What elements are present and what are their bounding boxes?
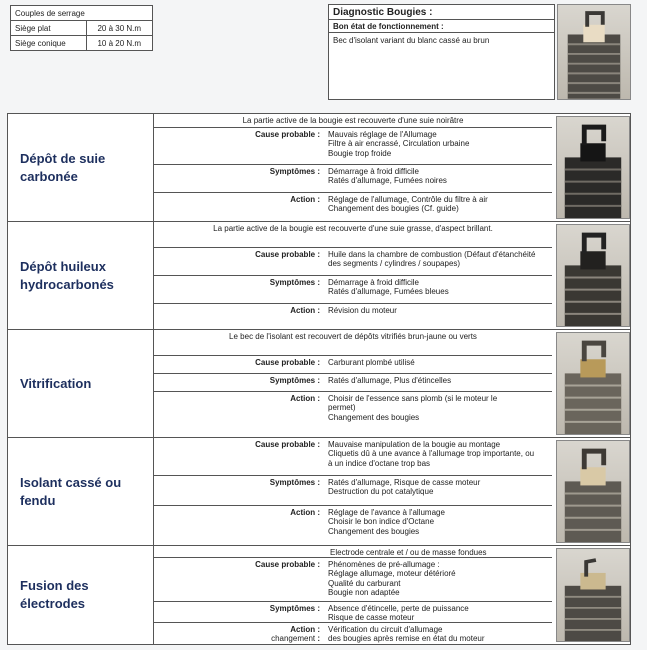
action-row: Action : Choisir de l'essence sans plomb (si le moteur le permet) Changement des bougies bbox=[154, 392, 552, 436]
row-value: Absence d'étincelle, perte de puissance Risque de casse moteur bbox=[328, 604, 469, 623]
row-value: Mauvais réglage de l'Allumage Filtre à air encrassé, Circulation urbaine Bougie trop froide bbox=[328, 130, 470, 158]
row-label-continued: changement bbox=[271, 634, 316, 644]
action-row: Action : changement : Vérification du circuit d'allumage des bougies après remise en état du moteur bbox=[154, 623, 552, 644]
section-electrode-fusion bbox=[8, 546, 630, 644]
row-value: Réglage de l'avance à l'allumage Choisir le bon indice d'Octane Changement des bougies bbox=[328, 508, 445, 536]
symptoms-row: Symptômes : Démarrage à froid difficile Ratés d'allumage, Fumées bleues bbox=[154, 276, 552, 304]
torque-label: Siège conique bbox=[11, 36, 87, 51]
action-row: Action : Réglage de l'allumage, Contrôle du filtre à air Changement des bougies (Cf. guide) bbox=[154, 193, 552, 220]
spark-plug-photo bbox=[556, 548, 630, 642]
torque-value: 10 à 20 N.m bbox=[86, 36, 153, 51]
action-row: Action : Réglage de l'avance à l'allumage Choisir le bon indice d'Octane Changement des bougies bbox=[154, 506, 552, 546]
torque-value: 20 à 30 N.m bbox=[86, 21, 153, 36]
diagnostic-description: Bec d'isolant variant du blanc cassé au brun bbox=[333, 36, 490, 45]
row-value: Mauvaise manipulation de la bougie au montage Cliquetis dû à une avance à l'allumage trop importante, ou à un indice d'octane trop bas bbox=[328, 440, 535, 468]
torque-title: Couples de serrage bbox=[11, 6, 153, 21]
cause-row: Cause probable : Huile dans la chambre de combustion (Défaut d'étanchéité des segments / cylindres / soupapes) bbox=[154, 248, 552, 276]
row-value: Démarrage à froid difficile Ratés d'allumage, Fumées noires bbox=[328, 167, 447, 186]
row-value: Choisir de l'essence sans plomb (si le moteur le permet) Changement des bougies bbox=[328, 394, 498, 422]
row-label: Symptômes bbox=[269, 604, 316, 613]
row-label: Cause probable bbox=[255, 250, 316, 259]
section-summary: La partie active de la bougie est recouverte d'une suie noirâtre bbox=[154, 114, 552, 128]
cause-row: Cause probable : Phénomènes de pré-allumage : Réglage allumage, moteur détérioré Qualité du carburant Bougie non adaptée bbox=[154, 558, 552, 602]
symptoms-row: Symptômes : Démarrage à froid difficile Ratés d'allumage, Fumées noires bbox=[154, 165, 552, 193]
row-label: Cause probable bbox=[255, 358, 316, 367]
row-value: Réglage de l'allumage, Contrôle du filtre à air Changement des bougies (Cf. guide) bbox=[328, 195, 488, 214]
diagnostic-subtitle: Bon état de fonctionnement : bbox=[329, 20, 554, 33]
section-broken-insulator bbox=[8, 438, 630, 546]
row-value: Révision du moteur bbox=[328, 306, 397, 315]
row-label: Symptômes bbox=[269, 478, 316, 487]
symptoms-row: Symptômes : Ratés d'allumage, Plus d'étincelles bbox=[154, 374, 552, 392]
section-title: Dépôt huileux hydrocarbonés bbox=[8, 222, 154, 329]
row-label: Action bbox=[290, 625, 316, 634]
row-label: Cause probable bbox=[255, 560, 316, 569]
section-oily bbox=[8, 222, 630, 330]
torque-label: Siège plat bbox=[11, 21, 87, 36]
cause-row: Cause probable : Mauvais réglage de l'Allumage Filtre à air encrassé, Circulation urbaine Bougie trop froide bbox=[154, 128, 552, 165]
row-label: Symptômes bbox=[269, 278, 316, 287]
row-label: Symptômes bbox=[269, 376, 316, 385]
row-label: Cause probable bbox=[255, 130, 316, 139]
diagnostic-title: Diagnostic Bougies : bbox=[329, 5, 554, 20]
row-value: Huile dans la chambre de combustion (Défaut d'étanchéité des segments / cylindres / soupapes) bbox=[328, 250, 536, 269]
row-label: Action bbox=[290, 508, 316, 517]
action-row: Action : Révision du moteur bbox=[154, 304, 552, 328]
section-title: Isolant cassé ou fendu bbox=[8, 438, 154, 545]
row-label: Symptômes bbox=[269, 167, 316, 176]
row-value: Carburant plombé utilisé bbox=[328, 358, 415, 367]
row-label: Cause probable bbox=[255, 440, 316, 449]
row-label: Action bbox=[290, 195, 316, 204]
row-label: Action bbox=[290, 394, 316, 403]
cause-row: Cause probable : Carburant plombé utilisé bbox=[154, 356, 552, 374]
section-summary: Le bec de l'isolant est recouvert de dépôts vitrifiés brun-jaune ou verts bbox=[154, 330, 552, 356]
spark-plug-photo bbox=[556, 440, 630, 543]
symptoms-row: Symptômes : Absence d'étincelle, perte de puissance Risque de casse moteur bbox=[154, 602, 552, 623]
row-value: Ratés d'allumage, Plus d'étincelles bbox=[328, 376, 452, 385]
diagnostic-table bbox=[7, 113, 631, 645]
section-soot bbox=[8, 114, 630, 222]
spark-plug-photo bbox=[556, 224, 630, 327]
row-value: Phénomènes de pré-allumage : Réglage allumage, moteur détérioré Qualité du carburant Bougie non adaptée bbox=[328, 560, 456, 598]
section-title: Fusion des électrodes bbox=[8, 546, 154, 644]
diagnostic-box bbox=[328, 4, 555, 100]
section-vitrification bbox=[8, 330, 630, 438]
torque-table bbox=[10, 5, 153, 51]
section-summary: La partie active de la bougie est recouverte d'une suie grasse, d'aspect brillant. bbox=[154, 222, 552, 248]
row-value: Ratés d'allumage, Risque de casse moteur Destruction du pot catalytique bbox=[328, 478, 481, 497]
row-label: Action bbox=[290, 306, 316, 315]
cause-row: Cause probable : Mauvaise manipulation de la bougie au montage Cliquetis dû à une avance à l'allumage trop importante, ou à un indice d'octane trop bas bbox=[154, 438, 552, 476]
symptoms-row: Symptômes : Ratés d'allumage, Risque de casse moteur Destruction du pot catalytique bbox=[154, 476, 552, 506]
row-value: Vérification du circuit d'allumage des bougies après remise en état du moteur bbox=[328, 625, 485, 644]
spark-plug-photo-good bbox=[557, 4, 631, 100]
section-title: Dépôt de suie carbonée bbox=[8, 114, 154, 221]
spark-plug-photo bbox=[556, 116, 630, 219]
row-value: Démarrage à froid difficile Ratés d'allumage, Fumées bleues bbox=[328, 278, 449, 297]
section-title: Vitrification bbox=[8, 330, 154, 437]
section-summary: Electrode centrale et / ou de masse fondues bbox=[154, 546, 552, 558]
spark-plug-photo bbox=[556, 332, 630, 435]
